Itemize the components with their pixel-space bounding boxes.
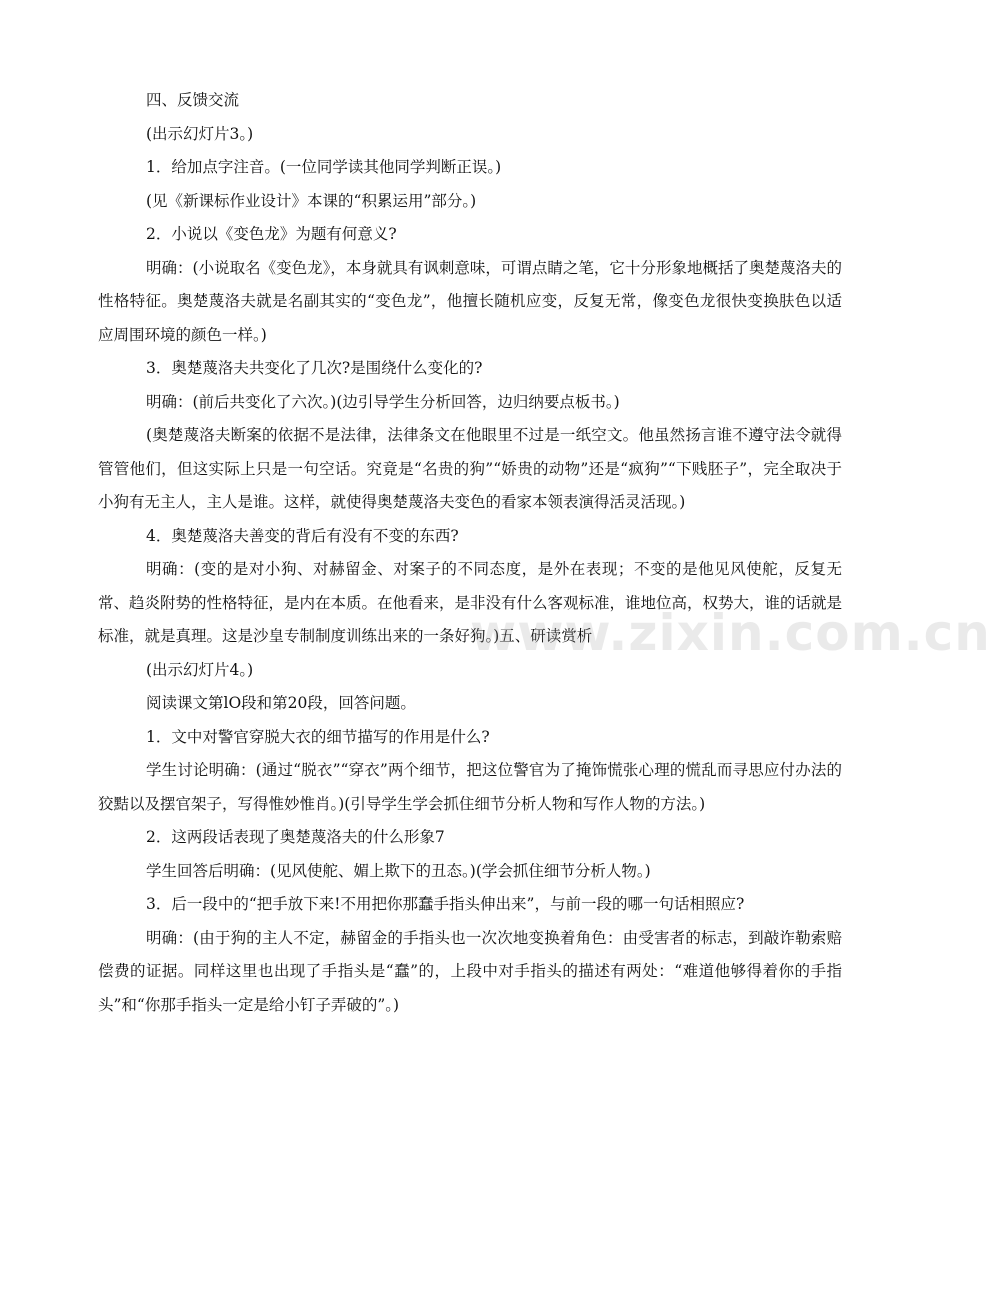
watermark: www.zixin.com.cn: [470, 604, 991, 662]
paragraph: (见《新课标作业设计》本课的“积累运用”部分。): [146, 191, 477, 210]
question-4: 4．奥楚蔑洛夫善变的背后有没有不变的东西?: [146, 526, 459, 545]
reading-answer-1: 学生讨论明确：(通过“脱衣”“穿衣”两个细节，把这位警官为了掩饰慌张心理的慌乱而寻思应付办法的狡黠以及摆官架子，写得惟妙惟肖。)(引导学生学会抓住细节分析人物和写作人物的方法。): [98, 761, 842, 813]
reading-answer-2: 学生回答后明确：(见风使舵、媚上欺下的丑态。)(学会抓住细节分析人物。): [146, 861, 651, 880]
answer-3: 明确：(前后共变化了六次。)(边引导学生分析回答，边归纳要点板书。): [146, 392, 620, 411]
paragraph: (出示幻灯片4。): [146, 660, 254, 679]
section-heading-feedback: 四、反馈交流: [146, 91, 240, 109]
answer-3-detail: (奥楚蔑洛夫断案的依据不是法律，法律条文在他眼里不过是一纸空文。他虽然扬言谁不遵守法令就得管管他们，但这实际上只是一句空话。究竟是“名贵的狗”“娇贵的动物”还是“疯狗”“下贱胚子”，完全取决于小狗有无主人，主人是谁。这样，就使得奥楚蔑洛夫变色的看家本领表演得活灵活现。): [98, 426, 842, 511]
reading-question-1: 1．文中对警官穿脱大衣的细节描写的作用是什么?: [146, 727, 490, 746]
reading-question-2: 2．这两段话表现了奥楚蔑洛夫的什么形象7: [146, 828, 445, 846]
answer-2: 明确：(小说取名《变色龙》，本身就具有讽刺意味，可谓点睛之笔，它十分形象地概括了奥楚蔑洛夫的性格特征。奥楚蔑洛夫就是名副其实的“变色龙”，他擅长随机应变，反复无常，像变色龙很快变换肤色以适应周围环境的颜色一样。): [98, 258, 842, 344]
question-2: 2．小说以《变色龙》为题有何意义?: [146, 225, 397, 243]
question-3: 3．奥楚蔑洛夫共变化了几次?是围绕什么变化的?: [146, 359, 483, 377]
reading-instruction: 阅读课文第lO段和第20段，回答问题。: [146, 694, 416, 712]
reading-question-3: 3．后一段中的“把手放下来!不用把你那蠢手指头伸出来”，与前一段的哪一句话相照应?: [146, 895, 745, 913]
question-1: 1．给加点字注音。(一位同学读其他同学判断正误。): [146, 158, 502, 176]
reading-answer-3: 明确：(由于狗的主人不定，赫留金的手指头也一次次地变换着角色：由受害者的标志，到敲诈勒索赔偿费的证据。同样这里也出现了手指头是“蠢”的，上段中对手指头的描述有两处：“难道他够得着你的手指头”和“你那手指头一定是给小钉子弄破的”。): [98, 928, 842, 1014]
paragraph: (出示幻灯片3。): [146, 124, 254, 143]
document-body: [98, 84, 991, 1022]
answer-4: 明确：(变的是对小狗、对赫留金、对案子的不同态度，是外在表现；不变的是他见风使舵，反复无常、趋炎附势的性格特征，是内在本质。在他看来，是非没有什么客观标准，谁地位高，权势大，谁的话就是标准，就是真理。这是沙皇专制制度训练出来的一条好狗。)五、研读赏析: [98, 560, 843, 645]
